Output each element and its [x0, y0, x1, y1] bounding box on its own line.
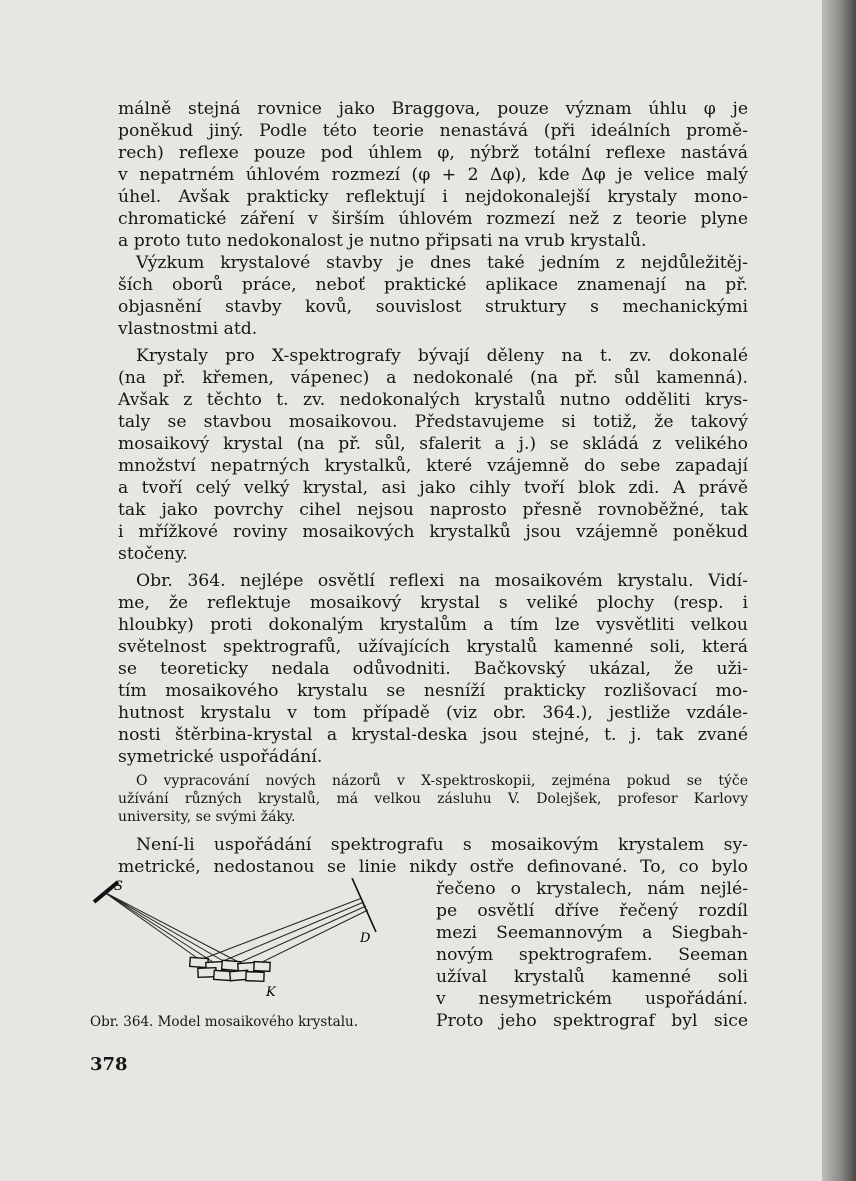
text-line: Není-li uspořádání spektrografu s mosaikovým krystalem sy-: [136, 835, 748, 855]
text-line: Proto jeho spektrograf byl sice: [436, 1011, 748, 1031]
text-line: symetrické uspořádání.: [118, 747, 323, 767]
text-line: úhel. Avšak prakticky reflektují i nejdokonalejší krystaly mono-: [118, 187, 748, 207]
mosaic-crystal: [190, 957, 271, 981]
text-line: světelnost spektrografů, užívajících krystalů kamenné soli, která: [118, 637, 748, 657]
text-line: objasnění stavby kovů, souvislost struktury s mechanickými: [118, 297, 748, 317]
text-line: metrické, nedostanou se linie nikdy ostře definované. To, co bylo: [118, 857, 748, 877]
figure-caption: Obr. 364. Model mosaikového krystalu.: [90, 1014, 359, 1030]
reflected-rays: [200, 898, 368, 968]
text-line: v nesymetrickém uspořádání.: [436, 989, 748, 1009]
text-line: Krystaly pro X-spektrografy bývají děleny na t. zv. dokonalé: [136, 346, 748, 366]
text-line: řečeno o krystalech, nám nejlé-: [436, 879, 748, 899]
text-line: Obr. 364. nejlépe osvětlí reflexi na mosaikovém krystalu. Vidí-: [136, 571, 748, 591]
figure-block: [90, 878, 748, 1058]
label-d: D: [360, 931, 371, 946]
text-line: rech) reflexe pouze pod úhlem φ, nýbrž totální reflexe nastává: [118, 143, 748, 163]
note-line: university, se svými žáky.: [118, 809, 296, 825]
text-line: mezi Seemannovým a Siegbah-: [436, 923, 748, 943]
text-line: me, že reflektuje mosaikový krystal s veliké plochy (resp. i: [118, 593, 748, 613]
text-line: i mřížkové roviny mosaikových krystalků jsou vzájemně poněkud: [118, 522, 748, 542]
text-line: vlastnostmi atd.: [118, 319, 258, 339]
text-line: tím mosaikového krystalu se nesníží prakticky rozlišovací mo-: [118, 681, 748, 701]
text-line: mosaikový krystal (na př. sůl, sfalerit a j.) se skládá z velikého: [118, 434, 748, 454]
text-line: se teoreticky nedala odůvodniti. Bačkovský ukázal, že uži-: [118, 659, 748, 679]
incident-rays: [104, 892, 250, 968]
text-line: novým spektrografem. Seeman: [436, 945, 748, 965]
text-line: chromatické záření v širším úhlovém rozmezí než z teorie plyne: [118, 209, 748, 229]
text-line: pe osvětlí dříve řečený rozdíl: [436, 901, 748, 921]
book-binding: [822, 0, 856, 1181]
text-line: Avšak z těchto t. zv. nedokonalých krystalů nutno odděliti krys-: [118, 390, 748, 410]
label-k: K: [266, 985, 276, 1000]
text-column: [90, 98, 748, 1058]
text-line: užíval krystalů kamenné soli: [436, 967, 748, 987]
text-line: Výzkum krystalové stavby je dnes také jedním z nejdůležitěj-: [136, 253, 748, 273]
text-line: ších oborů práce, neboť praktické aplikace znamenají na př.: [118, 275, 748, 295]
text-line: nosti štěrbina-krystal a krystal-deska jsou stejné, t. j. tak zvané: [118, 725, 748, 745]
text-line: poněkud jiný. Podle této teorie nenastává (při ideálních promě-: [118, 121, 748, 141]
text-line: množství nepatrných krystalků, které vzájemně do sebe zapadají: [118, 456, 748, 476]
text-line: v nepatrném úhlovém rozmezí (φ + 2 Δφ), kde Δφ je velice malý: [118, 165, 748, 185]
figure-side-text: [436, 878, 748, 1032]
page-number: 378: [90, 1054, 128, 1075]
text-line: hloubky) proti dokonalým krystalům a tím lze vysvětliti velkou: [118, 615, 748, 635]
text-line: a proto tuto nedokonalost je nutno připsati na vrub krystalů.: [118, 231, 647, 251]
mosaic-crystal-diagram: [90, 878, 402, 1028]
text-line: stočeny.: [118, 544, 188, 564]
note-line: O vypracování nových názorů v X-spektroskopii, zejména pokud se týče: [136, 773, 748, 789]
text-line: tak jako povrchy cihel nejsou naprosto přesně rovnoběžné, tak: [118, 500, 748, 520]
text-line: hutnost krystalu v tom případě (viz obr. 364.), jestliže vzdále-: [118, 703, 748, 723]
text-line: a tvoří celý velký krystal, asi jako cihly tvoří blok zdi. A právě: [118, 478, 748, 498]
note-line: užívání různých krystalů, má velkou zásluhu V. Dolejšek, profesor Karlovy: [118, 791, 748, 807]
text-line: (na př. křemen, vápenec) a nedokonalé (na př. sůl kamenná).: [118, 368, 748, 388]
label-s: S: [114, 879, 123, 894]
text-line: taly se stavbou mosaikovou. Představujeme si totiž, že takový: [118, 412, 748, 432]
text-line: málně stejná rovnice jako Braggova, pouze význam úhlu φ je: [118, 99, 748, 119]
